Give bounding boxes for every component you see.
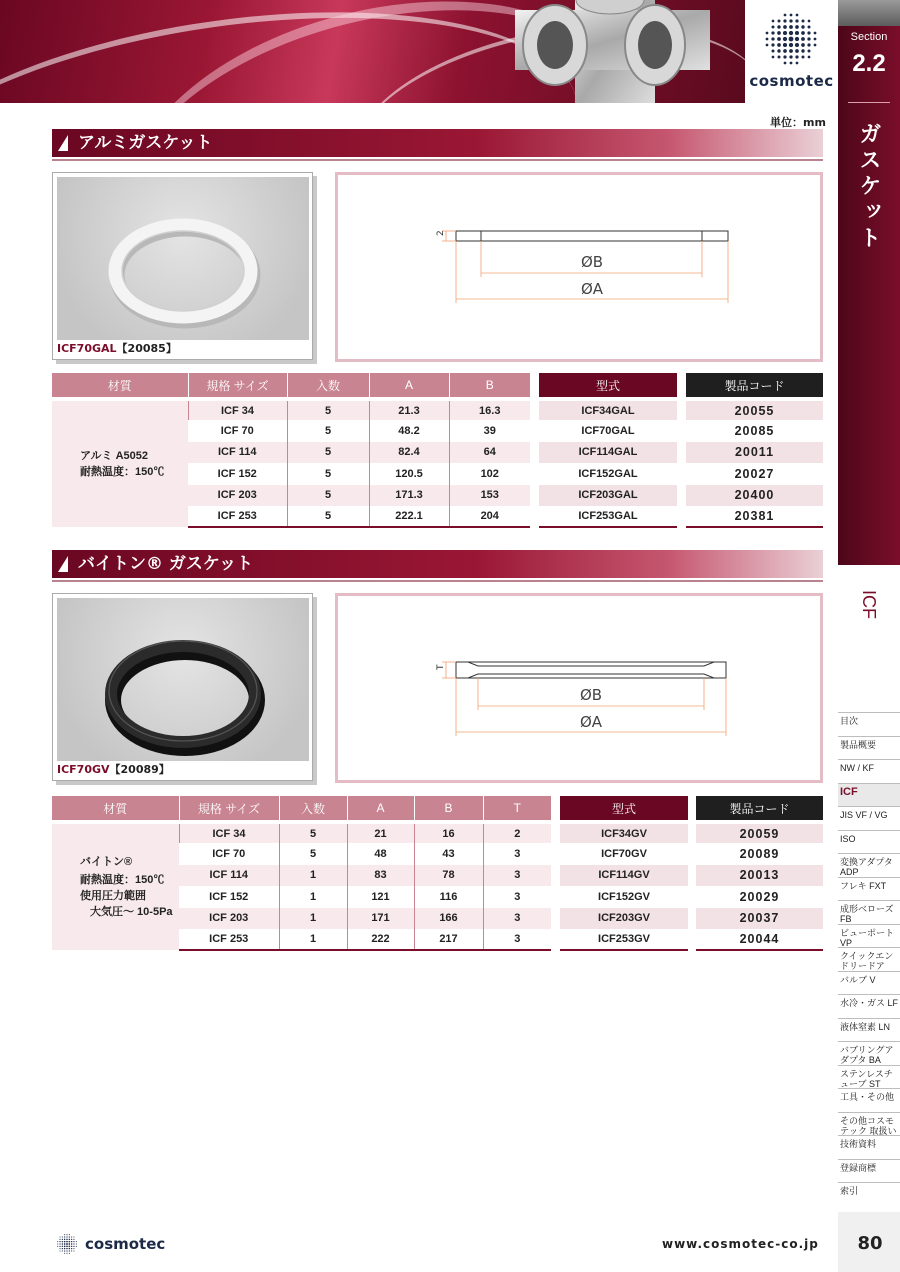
footer-url[interactable]: www.cosmotec-co.jp [662, 1237, 819, 1251]
cell-size: ICF 114 [188, 442, 287, 463]
brand-dots-icon [760, 8, 822, 70]
section-label: Section [850, 31, 888, 43]
cell-b: 217 [414, 929, 483, 950]
nav-item[interactable]: ビューポート VP [838, 924, 900, 948]
nav-item[interactable]: 液体窒素 LN [838, 1018, 900, 1042]
table-row [696, 908, 823, 929]
dim-b: ØB [579, 686, 603, 704]
cell-code: 20037 [696, 908, 823, 929]
cell-t: 3 [483, 908, 551, 929]
cell-a: 120.5 [369, 463, 449, 484]
cell-qty: 5 [287, 399, 369, 420]
material-line: アルミ A5052 [80, 450, 149, 463]
cell-model: ICF203GAL [539, 485, 677, 506]
cell-model: ICF152GAL [578, 467, 638, 480]
cell-t: 3 [483, 929, 551, 950]
header-banner [0, 0, 745, 103]
material-line [80, 904, 179, 920]
table-row [686, 442, 823, 463]
table-row [686, 506, 823, 527]
nav-item[interactable]: 水冷・ガス LF [838, 994, 900, 1018]
aluminum-gasket-ring-image [57, 177, 309, 340]
cell-b: 102 [449, 463, 530, 484]
nav-item[interactable]: 変換アダプタ ADP [838, 853, 900, 877]
nav-item[interactable]: 成形ベローズ FB [838, 900, 900, 924]
table-row [686, 463, 823, 484]
table-row [686, 485, 823, 506]
column-header: 規格 サイズ [179, 796, 279, 822]
section-divider [848, 102, 890, 103]
cell-code: 20013 [696, 865, 823, 886]
nav-item[interactable]: ステンレスチューブ ST [838, 1065, 900, 1089]
dim-thickness: 2 [436, 230, 446, 236]
cell-a: 222.1 [369, 506, 449, 527]
cell-a: 222 [347, 929, 414, 950]
column-header: B [414, 796, 483, 822]
column-header: 規格 サイズ [188, 373, 287, 399]
nav-item[interactable]: バルブ V [838, 971, 900, 995]
nav-item[interactable]: ISO [838, 830, 900, 854]
page-number: 80 [857, 1233, 883, 1254]
material-text: 大気圧〜 10-5Pa [90, 906, 173, 919]
table-row [560, 822, 688, 843]
photo-image [57, 598, 309, 761]
cell-b: 116 [414, 886, 483, 907]
cell-size: ICF 70 [212, 848, 246, 861]
aluminum-model-table [539, 373, 677, 528]
nav-item[interactable]: 登録商標 [838, 1159, 900, 1183]
cell-size: ICF 34 [179, 822, 279, 843]
cell-b: 166 [414, 908, 483, 929]
cell-code: 20089 [739, 847, 780, 862]
cell-size: ICF 70 [220, 425, 254, 438]
cell-a: 21.3 [369, 399, 449, 420]
cell-b: 16.3 [449, 399, 530, 420]
material-cell [52, 399, 188, 527]
dim-b: ØB [580, 253, 604, 271]
viton-gasket-ring-image [57, 598, 309, 761]
column-header: T [483, 796, 551, 822]
photo-image [57, 177, 309, 340]
section-tab-top [838, 0, 900, 26]
brand-name: cosmotec [749, 72, 834, 90]
material-line: 使用圧力範囲 [80, 890, 146, 903]
table-row [696, 822, 823, 843]
cell-a: 48.2 [369, 420, 449, 441]
gasket-cross-section-drawing [338, 596, 820, 780]
table-row [539, 420, 677, 441]
nav-item[interactable]: 技術資料 [838, 1135, 900, 1159]
cell-a: 171.3 [369, 485, 449, 506]
table-row [686, 420, 823, 441]
dim-a: ØA [580, 280, 604, 298]
cell-size: ICF 253 [179, 929, 279, 950]
product-photo-viton [52, 593, 313, 781]
cell-model: ICF253GAL [539, 506, 677, 527]
cell-code: 20400 [686, 485, 823, 506]
nav-item[interactable]: 目次 [838, 712, 900, 736]
dimension-drawing-viton [335, 593, 823, 783]
table-row [696, 886, 823, 907]
brand-dots-icon [55, 1232, 79, 1256]
cell-size: ICF 203 [188, 485, 287, 506]
viton-spec-table [52, 796, 551, 951]
cell-model: ICF114GAL [539, 442, 677, 463]
cell-model: ICF253GV [560, 929, 688, 950]
cell-b: 43 [414, 843, 483, 864]
cell-qty: 5 [287, 485, 369, 506]
cell-code: 20381 [686, 506, 823, 527]
photo-code: 【20085】 [116, 342, 177, 355]
aluminum-spec-table [52, 373, 530, 528]
photo-code: 【20089】 [109, 763, 170, 776]
cell-code: 20027 [734, 466, 775, 481]
cell-a: 171 [347, 908, 414, 929]
unit-note: 単位：mm [770, 116, 826, 129]
cell-t: 2 [483, 822, 551, 843]
table-row [696, 929, 823, 950]
material-cell [52, 822, 179, 950]
column-header: A [347, 796, 414, 822]
nav-item[interactable]: その他コスモテック 取扱い [838, 1112, 900, 1136]
cell-qty: 5 [287, 420, 369, 441]
column-header: 材質 [52, 796, 179, 822]
viton-model-table [560, 796, 688, 951]
cell-qty: 5 [279, 822, 347, 843]
nav-item[interactable]: JIS VF / VG [838, 806, 900, 830]
nav-item[interactable]: NW / KF [838, 759, 900, 783]
table-row [686, 399, 823, 420]
cell-size: ICF 152 [209, 890, 249, 903]
nav-item[interactable]: 製品概要 [838, 736, 900, 760]
cell-code: 20085 [734, 424, 775, 439]
cell-qty: 5 [287, 463, 369, 484]
cell-model: ICF203GV [560, 908, 688, 929]
cell-size: ICF 114 [179, 865, 279, 886]
table-row [539, 399, 677, 420]
cell-size: ICF 34 [188, 399, 287, 420]
nav-item[interactable]: バブリングアダプタ BA [838, 1041, 900, 1065]
table-row [560, 843, 688, 864]
footer-logo [55, 1232, 165, 1256]
cell-a: 48 [347, 843, 414, 864]
photo-caption [57, 340, 177, 356]
dim-a: ØA [579, 713, 603, 731]
section-heading-aluminum [52, 129, 823, 157]
cell-b: 153 [449, 485, 530, 506]
table-row [539, 442, 677, 463]
cell-qty: 1 [279, 886, 347, 907]
cell-a: 121 [347, 886, 414, 907]
section-tab [838, 0, 900, 565]
aluminum-code-table [686, 373, 823, 528]
section-title: ガスケット [856, 122, 881, 252]
nav-item[interactable]: 索引 [838, 1182, 900, 1206]
column-header: 入数 [287, 373, 369, 399]
model-header: 型式 [539, 373, 677, 399]
cell-code: 20011 [686, 442, 823, 463]
cell-b: 64 [449, 442, 530, 463]
table-row [539, 463, 677, 484]
photo-caption [57, 761, 170, 777]
cell-b: 39 [449, 420, 530, 441]
footer-brand: cosmotec [85, 1235, 166, 1253]
cell-size: ICF 253 [188, 506, 287, 527]
table-row [696, 865, 823, 886]
cell-model: ICF34GAL [539, 399, 677, 420]
side-nav [838, 712, 900, 1206]
cell-qty: 1 [279, 908, 347, 929]
cell-b: 204 [449, 506, 530, 527]
cell-code: 20055 [686, 399, 823, 420]
photo-model: ICF70GV [57, 763, 110, 776]
table-row [539, 485, 677, 506]
viton-code-table [696, 796, 823, 951]
heading-text: バイトン® ガスケット [78, 554, 254, 574]
cell-qty: 5 [287, 442, 369, 463]
table-row [539, 506, 677, 527]
nav-item[interactable]: ICF [838, 783, 900, 807]
cell-model: ICF152GV [598, 890, 650, 903]
nav-item[interactable]: クイックエンドリードア [838, 947, 900, 971]
gasket-cross-section-drawing [338, 175, 820, 359]
column-header: B [449, 373, 530, 399]
cell-code: 20029 [739, 889, 780, 904]
cell-b: 78 [414, 865, 483, 886]
table-row [560, 886, 688, 907]
cell-qty: 1 [279, 929, 347, 950]
cell-a: 83 [347, 865, 414, 886]
nav-item[interactable]: フレキ FXT [838, 877, 900, 901]
table-row [560, 929, 688, 950]
cell-qty: 1 [279, 865, 347, 886]
cell-qty: 5 [279, 843, 347, 864]
table-row [560, 908, 688, 929]
product-photo-aluminum [52, 172, 313, 360]
dimension-drawing-aluminum [335, 172, 823, 362]
table-row [52, 822, 551, 843]
cell-b: 16 [414, 822, 483, 843]
model-header: 型式 [560, 796, 688, 822]
cell-model: ICF70GV [601, 848, 647, 861]
material-line: 耐熱温度：150℃ [80, 874, 165, 887]
cell-size: ICF 152 [217, 467, 257, 480]
cell-t: 3 [483, 865, 551, 886]
vacuum-cross-fitting-photo [515, 0, 710, 103]
column-header: A [369, 373, 449, 399]
photo-model: ICF70GAL [57, 342, 117, 355]
cell-a: 82.4 [369, 442, 449, 463]
heading-text: アルミガスケット [78, 133, 213, 153]
material-line: 耐熱温度：150℃ [80, 466, 165, 479]
cell-model: ICF34GV [560, 822, 688, 843]
cell-qty: 5 [287, 506, 369, 527]
cell-model: ICF114GV [560, 865, 688, 886]
cell-code: 20059 [696, 822, 823, 843]
nav-item[interactable]: 工具・その他 [838, 1088, 900, 1112]
code-header: 製品コード [686, 373, 823, 399]
table-row [560, 865, 688, 886]
cell-model: ICF70GAL [581, 425, 635, 438]
cell-a: 21 [347, 822, 414, 843]
section-number: 2.2 [852, 50, 886, 77]
brand-logo [745, 0, 838, 103]
table-row [52, 399, 530, 420]
category-label: ICF [859, 590, 879, 619]
column-header: 材質 [52, 373, 188, 399]
material-line: バイトン® [80, 856, 133, 869]
cell-size: ICF 203 [179, 908, 279, 929]
cell-code: 20044 [696, 929, 823, 950]
section-heading-viton [52, 550, 823, 578]
table-row [696, 843, 823, 864]
cell-t: 3 [483, 843, 551, 864]
dim-thickness: T [436, 664, 446, 670]
code-header: 製品コード [696, 796, 823, 822]
column-header: 入数 [279, 796, 347, 822]
cell-t: 3 [483, 886, 551, 907]
